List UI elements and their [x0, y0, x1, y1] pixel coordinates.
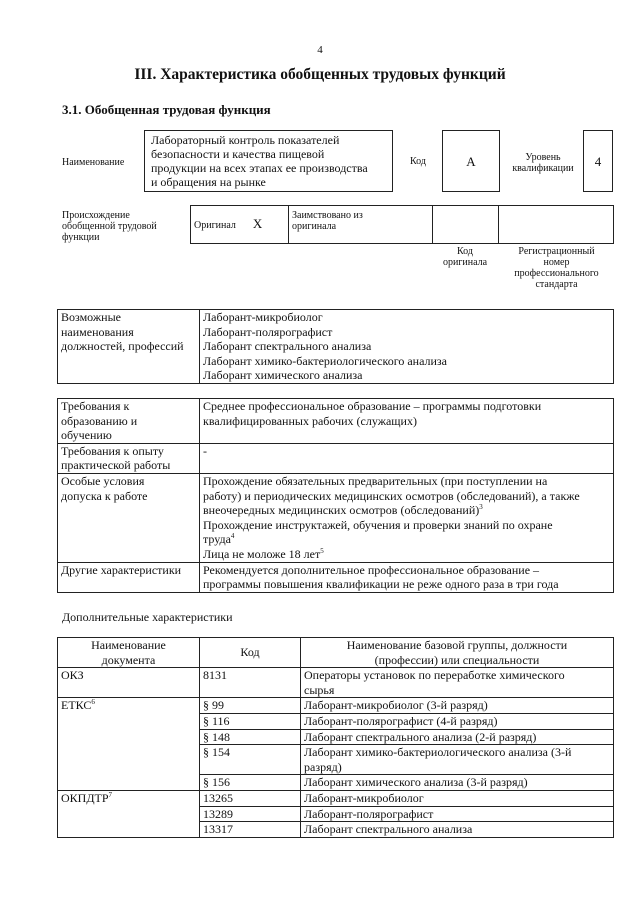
position-item: Лаборант-полярографист: [203, 324, 333, 339]
level-value: 4: [594, 154, 602, 169]
positions-table: [57, 309, 614, 384]
requirements-table: [57, 398, 614, 593]
page-number: 4: [317, 44, 323, 56]
code-label: Код: [410, 156, 426, 167]
code-cell: 13317: [200, 822, 301, 838]
table-row: [58, 698, 614, 714]
origin-table: [190, 205, 614, 244]
other-label: Другие характеристики: [58, 562, 200, 592]
header-document: Наименование документа: [58, 638, 200, 668]
table-header-row: [58, 638, 614, 668]
borrowed-cell: Заимствовано из оригинала: [289, 206, 433, 244]
code-cell: § 99: [200, 698, 301, 714]
original-cell: [191, 206, 289, 244]
level-value-box: [583, 130, 613, 192]
original-code-cell: [433, 206, 499, 244]
doc-etks: ЕТКС$^6$: [58, 698, 200, 791]
code-cell: § 156: [200, 775, 301, 791]
function-name-box: [144, 130, 393, 192]
code-cell: 8131: [200, 668, 301, 698]
original-mark: X: [252, 216, 263, 232]
footnote-3: 3: [479, 503, 483, 512]
position-item: Лаборант спектрального анализа: [203, 339, 372, 354]
registration-number-cell: [499, 206, 614, 244]
education-label: Требования к образованию и обучению: [58, 399, 200, 444]
position-item: Лаборант химико-бактериологического анализа: [203, 353, 447, 368]
positions-label: Возможные наименования должностей, профессий: [58, 310, 200, 384]
name-cell: Лаборант-микробиолог (3-й разряд): [301, 698, 614, 714]
function-name-line: продукции на всех этапах ее производства: [151, 161, 368, 175]
code-cell: 13289: [200, 806, 301, 822]
admission-label: Особые условия допуска к работе: [58, 473, 200, 562]
additional-table: [57, 637, 614, 838]
additional-title: Дополнительные характеристики: [62, 610, 233, 624]
name-cell: Операторы установок по переработке химического сырья: [301, 668, 614, 698]
other-value: Рекомендуется дополнительное профессиональное образование – программы повышения квалификации не реже одного раза в три года: [200, 562, 614, 592]
name-cell: Лаборант спектрального анализа: [301, 822, 614, 838]
position-item: Лаборант-микробиолог: [203, 310, 323, 324]
code-cell: § 154: [200, 745, 301, 775]
subsection-title: 3.1. Обобщенная трудовая функция: [62, 102, 271, 117]
positions-list: [200, 310, 614, 384]
function-name-line: безопасности и качества пищевой: [151, 147, 325, 161]
function-name-line: Лабораторный контроль показателей: [151, 133, 340, 147]
level-label: Уровень квалификации: [512, 152, 574, 174]
name-cell: Лаборант-полярографист: [301, 806, 614, 822]
function-name-line: и обращения на рынке: [151, 175, 266, 189]
education-value: Среднее профессиональное образование – программы подготовки квалифицированных рабочих (служащих): [200, 399, 614, 444]
section-title: III. Характеристика обобщенных трудовых функций: [134, 66, 506, 83]
origin-label: Происхождение обобщенной трудовой функции: [62, 210, 157, 243]
name-label: Наименование: [62, 157, 125, 168]
doc-okz: ОКЗ: [58, 668, 200, 698]
caption-code-original: Код оригинала: [442, 246, 488, 268]
code-value: A: [466, 154, 476, 169]
header-code: Код: [200, 638, 301, 668]
footnote-4: 4: [230, 532, 235, 541]
code-cell: § 148: [200, 729, 301, 745]
header-name: Наименование базовой группы, должности (профессии) или специальности: [301, 638, 614, 668]
name-cell: Лаборант-полярографист (4-й разряд): [301, 713, 614, 729]
admission-value: Прохождение обязательных предварительных (при поступлении на работу) и периодических медицинских осмотров (обследований), а также внеочередных медицинских осмотров (обследований)$^3$ Прохождение инструктажей, обучения и проверки знаний по охране труда$^4$ Лица не моложе 18 лет$^5$: [200, 473, 614, 562]
code-cell: 13265: [200, 790, 301, 806]
name-cell: Лаборант-микробиолог: [301, 790, 614, 806]
caption-registration-number: Регистрационный номер профессионального стандарта: [514, 246, 599, 290]
doc-okpdtr: ОКПДТР$^7$: [58, 790, 200, 837]
name-cell: Лаборант химико-бактериологического анализа (3-й разряд): [301, 745, 614, 775]
experience-value: -: [200, 443, 614, 473]
experience-label: Требования к опыту практической работы: [58, 443, 200, 473]
code-value-box: [442, 130, 500, 192]
original-label: Оригинал: [194, 220, 236, 232]
code-cell: § 116: [200, 713, 301, 729]
table-row: [58, 790, 614, 806]
position-item: Лаборант химического анализа: [203, 368, 363, 383]
name-cell: Лаборант химического анализа (3-й разряд): [301, 775, 614, 791]
table-row: [58, 668, 614, 698]
name-cell: Лаборант спектрального анализа (2-й разряд): [301, 729, 614, 745]
footnote-5: 5: [320, 546, 324, 555]
